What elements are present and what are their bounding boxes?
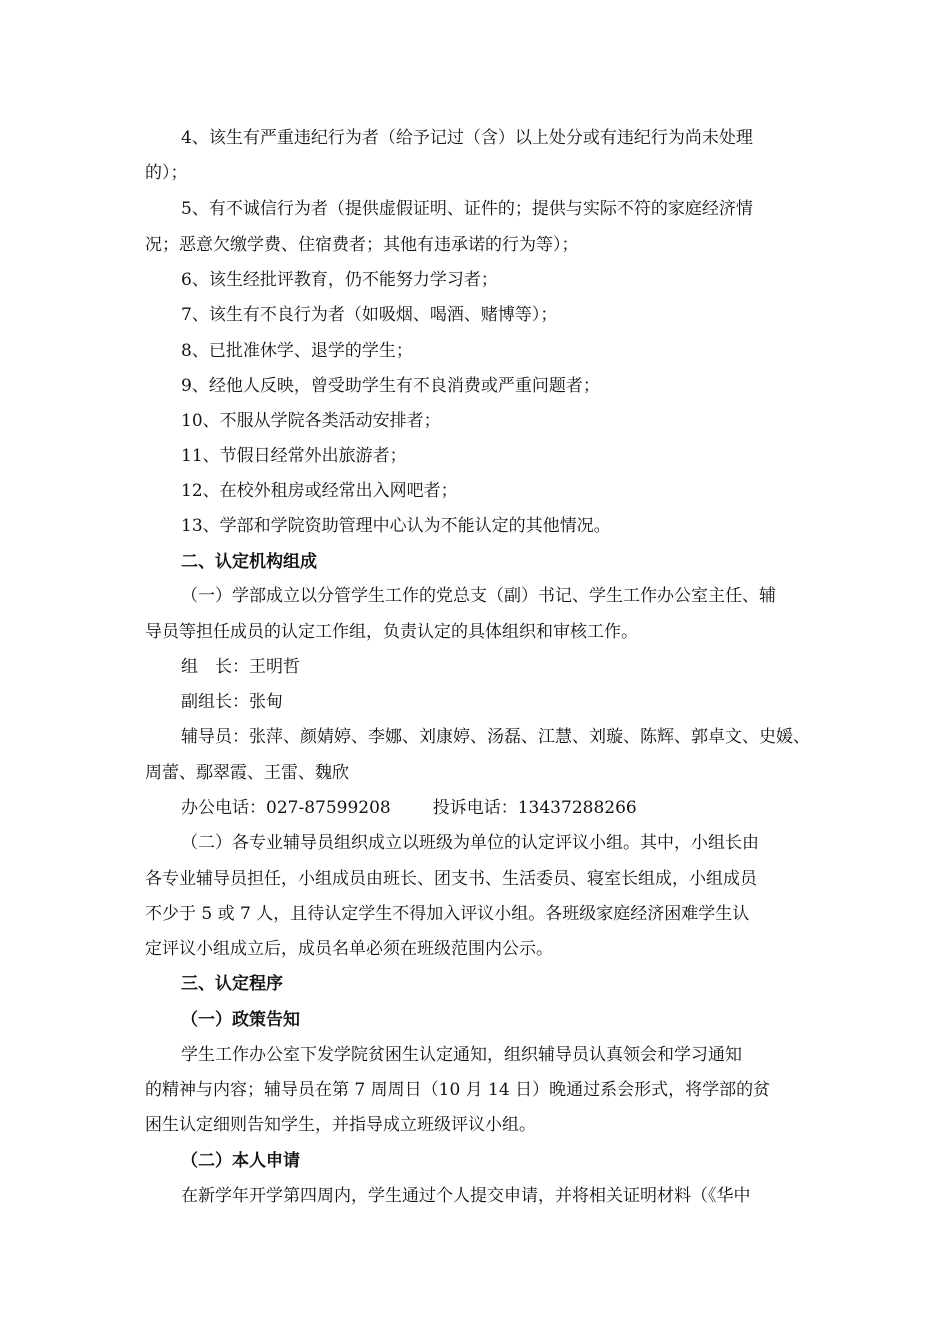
office-phone: 办公电话：027-87599208 [181,798,391,818]
paragraph-line: 在新学年开学第四周内，学生通过个人提交申请，并将相关证明材料（《华中 [181,1186,751,1206]
contact-line [181,798,637,818]
paragraph-line: 6、该生经批评教育，仍不能努力学习者； [181,270,498,290]
paragraph-line: 不少于 5 或 7 人，且待认定学生不得加入评议小组。各班级家庭经济困难学生认 [145,904,750,924]
paragraph-line: 13、学部和学院资助管理中心认为不能认定的其他情况。 [181,516,611,536]
paragraph-line: 的）； [145,163,188,183]
paragraph-line: 4、该生有严重违纪行为者（给予记过（含）以上处分或有违纪行为尚未处理 [181,128,753,148]
paragraph-line: 9、经他人反映，曾受助学生有不良消费或严重问题者； [181,376,600,396]
section-heading: 二、认定机构组成 [181,552,317,572]
paragraph-line: 定评议小组成立后，成员名单必须在班级范围内公示。 [145,939,553,959]
paragraph-line: 副组长：张甸 [181,692,283,712]
complaint-phone: 投诉电话：13437288266 [432,798,637,818]
paragraph-line: 的精神与内容；辅导员在第 7 周周日（10 月 14 日）晚通过系会形式，将学部的贫 [145,1080,771,1100]
paragraph-line: （二）各专业辅导员组织成立以班级为单位的认定评议小组。其中，小组长由 [181,833,759,853]
paragraph-line: 导员等担任成员的认定工作组，负责认定的具体组织和审核工作。 [145,622,638,642]
paragraph-line: 7、该生有不良行为者（如吸烟、喝酒、赌博等）； [181,305,558,325]
paragraph-line: 12、在校外租房或经常出入网吧者； [181,481,458,501]
paragraph-line: 10、不服从学院各类活动安排者； [181,411,441,431]
paragraph-line: 周蕾、鄢翠霞、王雷、魏欣 [145,763,349,783]
paragraph-line: 11、节假日经常外出旅游者； [181,446,407,466]
paragraph-line: 辅导员：张萍、颜婧婷、李娜、刘康婷、汤磊、江慧、刘璇、陈辉、郭卓文、史媛、 [181,727,810,747]
paragraph-line: （一）学部成立以分管学生工作的党总支（副）书记、学生工作办公室主任、辅 [181,586,776,606]
paragraph-line: 8、已批准休学、退学的学生； [181,341,413,361]
paragraph-line: 各专业辅导员担任，小组成员由班长、团支书、生活委员、寝室长组成，小组成员 [145,869,757,889]
subsection-heading: （一）政策告知 [181,1010,300,1030]
paragraph-line: 困生认定细则告知学生，并指导成立班级评议小组。 [145,1115,536,1135]
paragraph-line: 组 长：王明哲 [181,657,300,677]
paragraph-line: 5、有不诚信行为者（提供虚假证明、证件的；提供与实际不符的家庭经济情 [181,199,753,219]
paragraph-line: 况；恶意欠缴学费、住宿费者；其他有违承诺的行为等）； [145,235,579,255]
section-heading: 三、认定程序 [181,974,283,994]
paragraph-line: 学生工作办公室下发学院贫困生认定通知，组织辅导员认真领会和学习通知 [181,1045,742,1065]
subsection-heading: （二）本人申请 [181,1151,300,1171]
